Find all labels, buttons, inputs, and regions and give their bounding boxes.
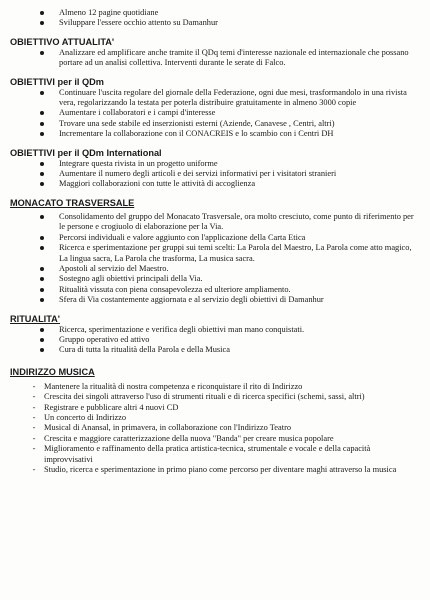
list-item: Gruppo operativo ed attivo [10,335,420,345]
list-item: Analizzare ed amplificare anche tramite il QDq temi d'interesse nazionale ed internazionale che possano portare ad un analisi collettiva. Interventi durante le serate di Falco. [10,48,420,69]
section-heading: INDIRIZZO MUSICA [10,366,95,377]
bullet-icon [37,243,47,253]
list-item: Aumentare i collaboratori e i campi d'interesse [10,108,420,118]
bullet-icon [37,274,47,284]
section-heading: OBIETTIVO ATTUALITA' [10,36,115,47]
bullet-icon [37,159,47,169]
bullet-icon [37,108,47,118]
list-item: Cura di tutta la ritualità della Parola e della Musica [10,345,420,355]
list-item: Integrare questa rivista in un progetto uniforme [10,159,420,169]
list-item: Ricerca e sperimentazione per gruppi sui temi scelti: La Parola del Maestro, La Parola come atto magico, La lingua sacra, La Parola che trasforma, La musica sacra. [10,243,420,264]
section-list [10,48,420,69]
list-item: Ritualità vissuta con piena consapevolezza ed ulteriore ampliamento. [10,285,420,295]
dash-icon: - [32,444,36,454]
dash-icon: - [32,423,36,433]
section-heading: OBIETTIVI per il QDm International [10,147,162,158]
list-item: Apostoli al servizio del Maestro. [10,264,420,274]
bullet-icon [37,325,47,335]
section-obiettivo-attualita [10,36,420,69]
bullet-icon [37,129,47,139]
list-item: Sfera di Via costantemente aggiornata e al servizio degli obiettivi di Damanhur [10,295,420,305]
section-ritualita [10,313,420,356]
bullet-icon [37,285,47,295]
list-item: Trovare una sede stabile ed inserzionisti esterni (Aziende, Canavese , Centri, altri) [10,119,420,129]
section-indirizzo-musica [10,366,420,476]
bullet-icon [37,48,47,58]
bullet-icon [37,233,47,243]
bullet-icon [37,295,47,305]
document-body [10,8,420,475]
intro-list [10,8,420,29]
section-list [10,212,420,306]
dash-icon: - [32,381,36,391]
bullet-icon [37,88,47,98]
dash-icon: - [32,402,36,412]
section-list [10,88,420,140]
list-item: Consolidamento del gruppo del Monacato Trasversale, ora molto cresciuto, come punto di riferimento per le persone e crogiuolo di elaborazione per la Via. [10,212,420,233]
list-item: Almeno 12 pagine quotidiane [10,8,420,18]
list-item: - Miglioramento e raffinamento della pratica artistica-tecnica, strumentale e vocale e della capacità improvvisativi [10,444,420,465]
section-list [10,159,420,190]
section-obiettivi-qdm-international [10,147,420,190]
section-heading: MONACATO TRASVERSALE [10,197,135,208]
section-obiettivi-qdm [10,76,420,140]
list-item: Sviluppare l'essere occhio attento su Damanhur [10,18,420,28]
section-list [10,325,420,356]
bullet-icon [37,169,47,179]
bullet-icon [37,345,47,355]
list-item: Continuare l'uscita regolare del giornale della Federazione, ogni due mesi, trasformandolo in una rivista vera, regolarizzando la testata per poterla distribuire gratuitamente in almeno 3000 copie [10,88,420,109]
bullet-icon [37,18,47,28]
list-item: Incrementare la collaborazione con il CONACREIS e lo scambio con i Centri DH [10,129,420,139]
list-item: - Crescita e maggiore caratterizzazione della nuova "Banda" per creare musica popolare [10,434,420,444]
dash-icon: - [32,412,36,422]
bullet-icon [37,212,47,222]
bullet-icon [37,179,47,189]
bullet-icon [37,335,47,345]
list-item: - Studio, ricerca e sperimentazione in primo piano come percorso per diventare maghi attraverso la musica [10,465,420,475]
list-item: - Crescita dei singoli attraverso l'uso di strumenti rituali e di ricerca specifici (schemi, sassi, altri) [10,392,420,402]
list-item: Ricerca, sperimentazione e verifica degli obiettivi man mano conquistati. [10,325,420,335]
list-item: - Un concerto di Indirizzo [10,413,420,423]
list-item: - Mantenere la ritualità di nostra competenza e riconquistare il rito di Indirizzo [10,382,420,392]
list-item: Maggiori collaborazioni con tutte le attività di accoglienza [10,179,420,189]
bullet-icon [37,119,47,129]
section-heading: RITUALITA' [10,313,60,324]
list-item: - Registrare e pubblicare altri 4 nuovi CD [10,403,420,413]
dash-icon: - [32,433,36,443]
list-item: - Musical di Anansal, in primavera, in collaborazione con l'Indirizzo Teatro [10,423,420,433]
bullet-icon [37,264,47,274]
section-monacato-trasversale [10,197,420,306]
bullet-icon [37,8,47,18]
dash-icon: - [32,392,36,402]
dash-icon: - [32,465,36,474]
list-item: Aumentare il numero degli articoli e dei servizi informativi per i visitatori stranieri [10,169,420,179]
section-list [10,382,420,476]
list-item: Sostegno agli obiettivi principali della Via. [10,274,420,284]
section-heading: OBIETTIVI per il QDm [10,76,104,87]
list-item: Percorsi individuali e valore aggiunto con l'applicazione della Carta Etica [10,233,420,243]
